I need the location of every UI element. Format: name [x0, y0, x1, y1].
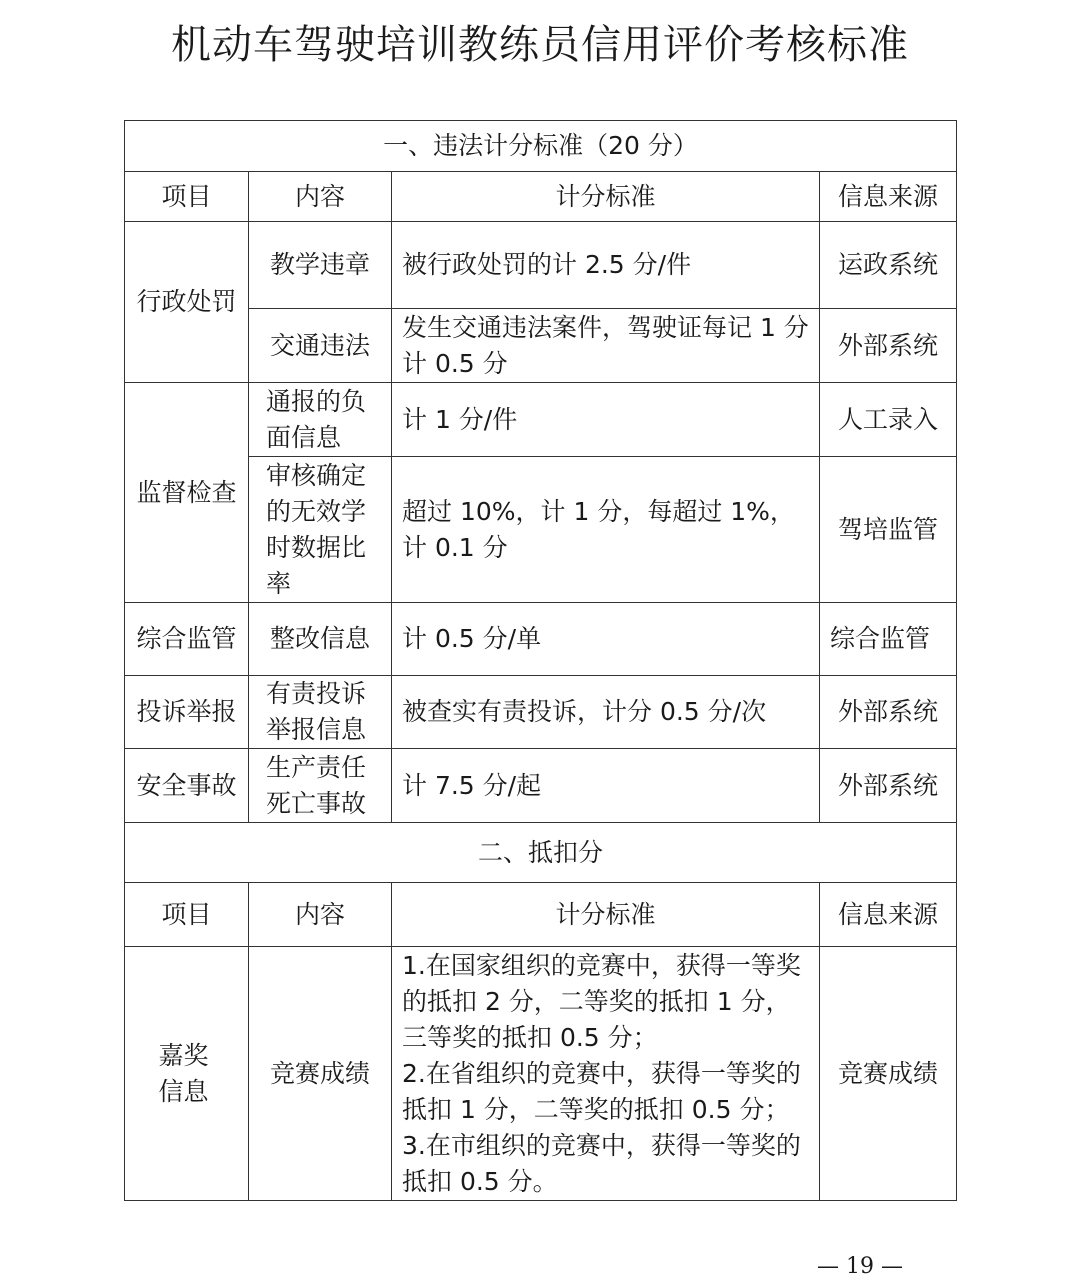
table-row	[125, 383, 957, 457]
header-content: 内容	[249, 883, 392, 947]
section-heading-row	[125, 121, 957, 172]
content-cell: 整改信息	[249, 603, 392, 676]
source-cell: 运政系统	[820, 222, 957, 309]
item-cell: 监督检查	[125, 383, 249, 603]
table-row	[125, 749, 957, 823]
header-item: 项目	[125, 883, 249, 947]
source-cell: 竞赛成绩	[820, 947, 957, 1201]
item-cell	[125, 947, 249, 1201]
table-header-row	[125, 883, 957, 947]
content-text: 通报的负面信息	[266, 386, 367, 452]
section2-heading: 二、抵扣分	[125, 823, 957, 883]
source-cell: 外部系统	[820, 309, 957, 383]
table-row	[125, 603, 957, 676]
document-title: 机动车驾驶培训教练员信用评价考核标准	[171, 22, 909, 68]
header-standard: 计分标准	[392, 172, 820, 222]
item-cell: 综合监管	[125, 603, 249, 676]
content-cell	[249, 676, 392, 749]
table-row	[125, 676, 957, 749]
content-text: 审核确定的无效学时数据比率	[266, 460, 367, 598]
table-row	[125, 947, 957, 1201]
reward-rule-municipal: 3.在市组织的竞赛中，获得一等奖的抵扣 0.5 分。	[402, 1130, 801, 1196]
content-cell: 竞赛成绩	[249, 947, 392, 1201]
section1-heading: 一、违法计分标准（20 分）	[125, 121, 957, 172]
table-row	[125, 222, 957, 309]
source-cell: 外部系统	[820, 749, 957, 823]
standard-cell: 超过 10%，计 1 分，每超过 1%，计 0.1 分	[392, 457, 820, 603]
standard-cell: 计 1 分/件	[392, 383, 820, 457]
standard-cell: 发生交通违法案件，驾驶证每记 1 分计 0.5 分	[392, 309, 820, 383]
header-source: 信息来源	[820, 172, 957, 222]
table-header-row	[125, 172, 957, 222]
standard-cell	[392, 947, 820, 1201]
header-content: 内容	[249, 172, 392, 222]
header-standard: 计分标准	[392, 883, 820, 947]
credit-evaluation-table	[124, 120, 957, 1201]
content-text: 生产责任死亡事故	[266, 752, 367, 818]
header-item: 项目	[125, 172, 249, 222]
source-cell: 外部系统	[820, 676, 957, 749]
item-cell: 安全事故	[125, 749, 249, 823]
reward-rule-provincial: 2.在省组织的竞赛中，获得一等奖的抵扣 1 分，二等奖的抵扣 0.5 分；	[402, 1058, 801, 1124]
standard-cell: 被查实有责投诉，计分 0.5 分/次	[392, 676, 820, 749]
item-cell: 行政处罚	[125, 222, 249, 383]
source-cell: 人工录入	[820, 383, 957, 457]
content-cell	[249, 383, 392, 457]
item-cell: 投诉举报	[125, 676, 249, 749]
table-row	[125, 309, 957, 383]
header-source: 信息来源	[820, 883, 957, 947]
content-cell: 教学违章	[249, 222, 392, 309]
content-cell	[249, 749, 392, 823]
source-cell: 驾培监管	[820, 457, 957, 603]
source-cell: 综合监管	[820, 603, 957, 676]
content-cell: 交通违法	[249, 309, 392, 383]
page-number: — 19 —	[817, 1254, 903, 1279]
standard-cell: 计 0.5 分/单	[392, 603, 820, 676]
standard-cell: 被行政处罚的计 2.5 分/件	[392, 222, 820, 309]
item-text: 嘉奖信息	[158, 1040, 209, 1106]
reward-rule-national: 1.在国家组织的竞赛中，获得一等奖的抵扣 2 分，二等奖的抵扣 1 分，三等奖的抵扣 0.5 分；	[402, 950, 801, 1052]
content-cell	[249, 457, 392, 603]
standard-cell: 计 7.5 分/起	[392, 749, 820, 823]
section-heading-row	[125, 823, 957, 883]
table-row	[125, 457, 957, 603]
content-text: 有责投诉举报信息	[266, 679, 367, 744]
